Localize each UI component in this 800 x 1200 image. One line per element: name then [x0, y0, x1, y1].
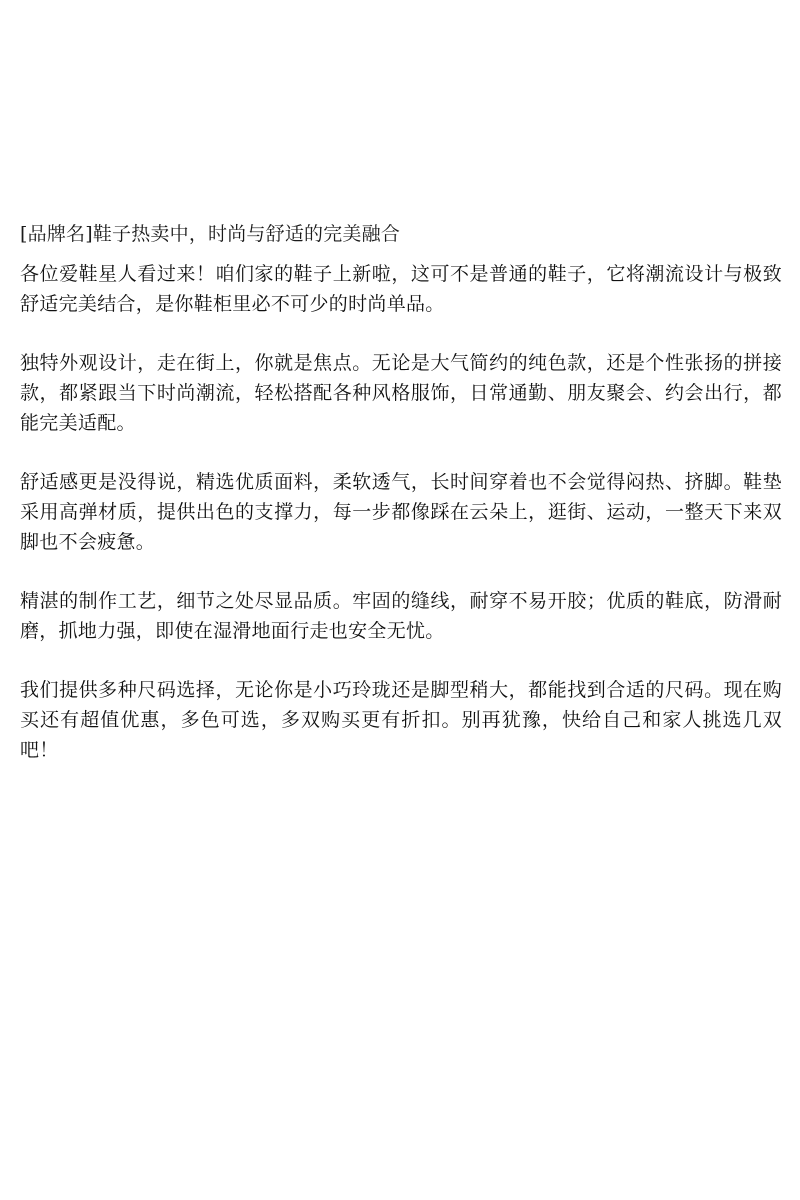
- paragraph-sizes-offer: 我们提供多种尺码选择，无论你是小巧玲珑还是脚型稍大，都能找到合适的尺码。现在购买还有超值优惠，多色可选，多双购买更有折扣。别再犹豫，快给自己和家人挑选几双吧！: [20, 679, 782, 761]
- paragraph-intro: 各位爱鞋星人看过来！咱们家的鞋子上新啦，这可不是普通的鞋子，它将潮流设计与极致舒适完美结合，是你鞋柜里必不可少的时尚单品。: [20, 263, 782, 315]
- document-title: [品牌名]鞋子热卖中，时尚与舒适的完美融合: [20, 223, 401, 245]
- paragraph-design: 独特外观设计，走在街上，你就是焦点。无论是大气简约的纯色款，还是个性张扬的拼接款，都紧跟当下时尚潮流，轻松搭配各种风格服饰，日常通勤、朋友聚会、约会出行，都能完美适配。: [20, 352, 782, 434]
- paragraph-craftsmanship: 精湛的制作工艺，细节之处尽显品质。牢固的缝线，耐穿不易开胶；优质的鞋底，防滑耐磨，抓地力强，即使在湿滑地面行走也安全无忧。: [20, 590, 782, 642]
- document-body: [20, 219, 782, 794]
- paragraph-comfort: 舒适感更是没得说，精选优质面料，柔软透气，长时间穿着也不会觉得闷热、挤脚。鞋垫采用高弹材质，提供出色的支撑力，每一步都像踩在云朵上，逛街、运动，一整天下来双脚也不会疲惫。: [20, 471, 782, 553]
